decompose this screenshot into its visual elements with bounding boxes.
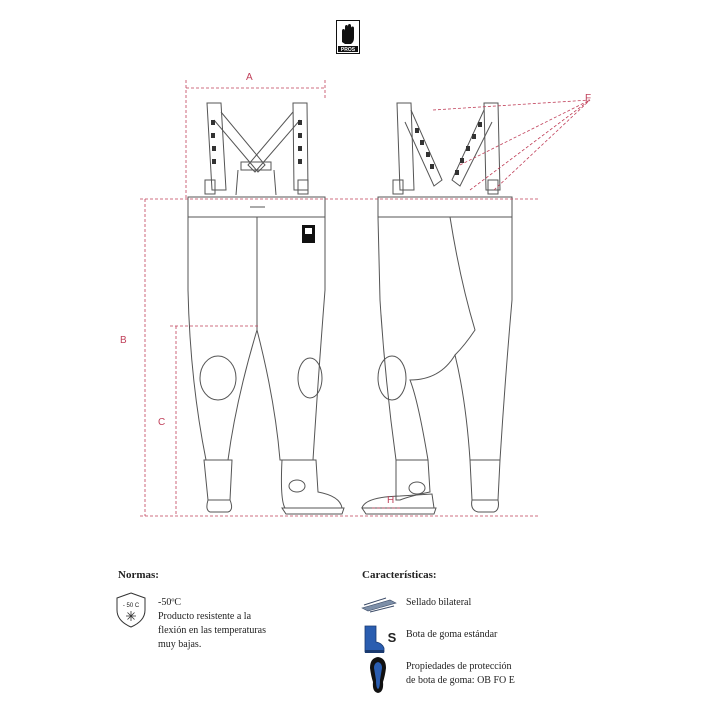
normas-desc-2: flexión en las temperaturas — [158, 625, 267, 636]
dimension-f-label: F — [585, 93, 592, 104]
boot-icon — [362, 624, 398, 654]
dimension-c-label: C — [158, 417, 166, 428]
feature-seam-label: Sellado bilateral — [406, 597, 472, 608]
dimension-b-label: B — [120, 335, 127, 346]
caracteristicas-title: Características: — [362, 569, 437, 581]
dimension-h-label: H — [387, 495, 395, 506]
normas-title: Normas: — [118, 569, 159, 581]
dimension-a-label: A — [246, 72, 253, 83]
normas-desc-3: muy bajas. — [158, 639, 202, 650]
feature-boot-label: Bota de goma estándar — [406, 629, 498, 640]
brand-logo-text: PROS — [340, 47, 356, 53]
normas-temp: -50ºC — [158, 597, 182, 608]
boot-badge: S — [387, 630, 397, 645]
feature-sole-label-1: Propiedades de protección — [406, 661, 512, 672]
cold-resistance-badge-text: - 50 C — [122, 603, 140, 609]
normas-desc-1: Producto resistente a la — [158, 611, 252, 622]
feature-sole-label-2: de bota de goma: OB FO E — [406, 675, 515, 686]
sole-icon — [368, 656, 388, 694]
cold-resistance-icon — [115, 592, 147, 628]
seam-icon — [360, 594, 398, 614]
